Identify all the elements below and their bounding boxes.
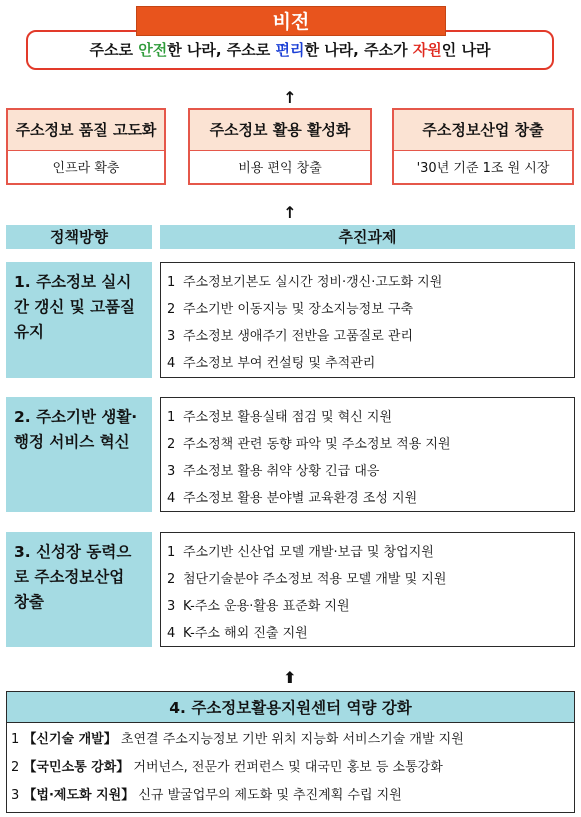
- goal-title: 주소정보산업 창출: [394, 110, 572, 151]
- goal-box-industry: [392, 108, 574, 185]
- policy-direction-3: 3. 신성장 동력으로 주소정보산업 창출: [6, 532, 152, 647]
- goal-title: 주소정보 활용 활성화: [190, 110, 370, 151]
- up-arrow-icon: ⬆: [283, 668, 297, 687]
- up-arrow-icon: ↑: [283, 203, 297, 222]
- center-title: 4. 주소정보활용지원센터 역량 강화: [6, 691, 575, 723]
- task-list-3: [160, 532, 575, 647]
- center-task-item: 3 【법·제도화 지원】 신규 발굴업무의 제도화 및 추진계획 수립 지원: [11, 788, 402, 803]
- vision-text: 한 나라, 주소로: [167, 41, 276, 59]
- task-list-1: [160, 262, 575, 378]
- policy-direction-1: 1. 주소정보 실시간 갱신 및 고품질 유지: [6, 262, 152, 378]
- vision-keyword-safety: 안전: [138, 41, 168, 59]
- column-header-tasks: 추진과제: [160, 225, 575, 249]
- task-item: 1 주소정보기본도 실시간 정비·갱신·고도화 지원: [167, 275, 443, 290]
- policy-direction-2: 2. 주소기반 생활·행정 서비스 혁신: [6, 397, 152, 512]
- center-task-item: 2 【국민소통 강화】 거버넌스, 전문가 컨퍼런스 및 대국민 홍보 등 소통강화: [11, 760, 443, 775]
- task-item: 4 주소정보 부여 컨설팅 및 추적관리: [167, 356, 376, 371]
- goal-subtitle: 인프라 확충: [52, 161, 120, 176]
- up-arrow-icon: ↑: [283, 88, 297, 107]
- goal-subtitle: 비용 편익 창출: [238, 161, 322, 176]
- vision-keyword-convenience: 편리: [275, 41, 305, 59]
- vision-text: 주소로: [89, 41, 139, 59]
- goal-title: 주소정보 품질 고도화: [8, 110, 164, 151]
- center-task-list: [6, 723, 575, 813]
- goal-box-quality: [6, 108, 166, 185]
- column-header-policy: 정책방향: [6, 225, 152, 249]
- task-item: 3 K-주소 운용·활용 표준화 지원: [167, 599, 350, 614]
- vision-text: 한 나라, 주소가: [304, 41, 413, 59]
- task-item: 1 주소정보 활용실태 점검 및 혁신 지원: [167, 410, 393, 425]
- task-item: 2 주소정책 관련 동향 파악 및 주소정보 적용 지원: [167, 437, 451, 452]
- task-item: 4 주소정보 활용 분야별 교육환경 조성 지원: [167, 491, 418, 506]
- vision-text: 인 나라: [441, 41, 491, 59]
- task-list-2: [160, 397, 575, 512]
- goal-box-utilization: [188, 108, 372, 185]
- task-item: 2 첨단기술분야 주소정보 적용 모델 개발 및 지원: [167, 572, 447, 587]
- goal-subtitle: '30년 기준 1조 원 시장: [416, 161, 550, 176]
- vision-title: 비전: [136, 6, 446, 36]
- task-item: 1 주소기반 신산업 모델 개발·보급 및 창업지원: [167, 545, 434, 560]
- task-item: 3 주소정보 생애주기 전반을 고품질로 관리: [167, 329, 414, 344]
- task-item: 2 주소기반 이동지능 및 장소지능정보 구축: [167, 302, 414, 317]
- task-item: 3 주소정보 활용 취약 상황 긴급 대응: [167, 464, 380, 479]
- center-task-item: 1 【신기술 개발】 초연결 주소지능정보 기반 위치 지능화 서비스기술 개발 지원: [11, 732, 464, 747]
- vision-keyword-resource: 자원: [412, 41, 442, 59]
- task-item: 4 K-주소 해외 진출 지원: [167, 626, 308, 641]
